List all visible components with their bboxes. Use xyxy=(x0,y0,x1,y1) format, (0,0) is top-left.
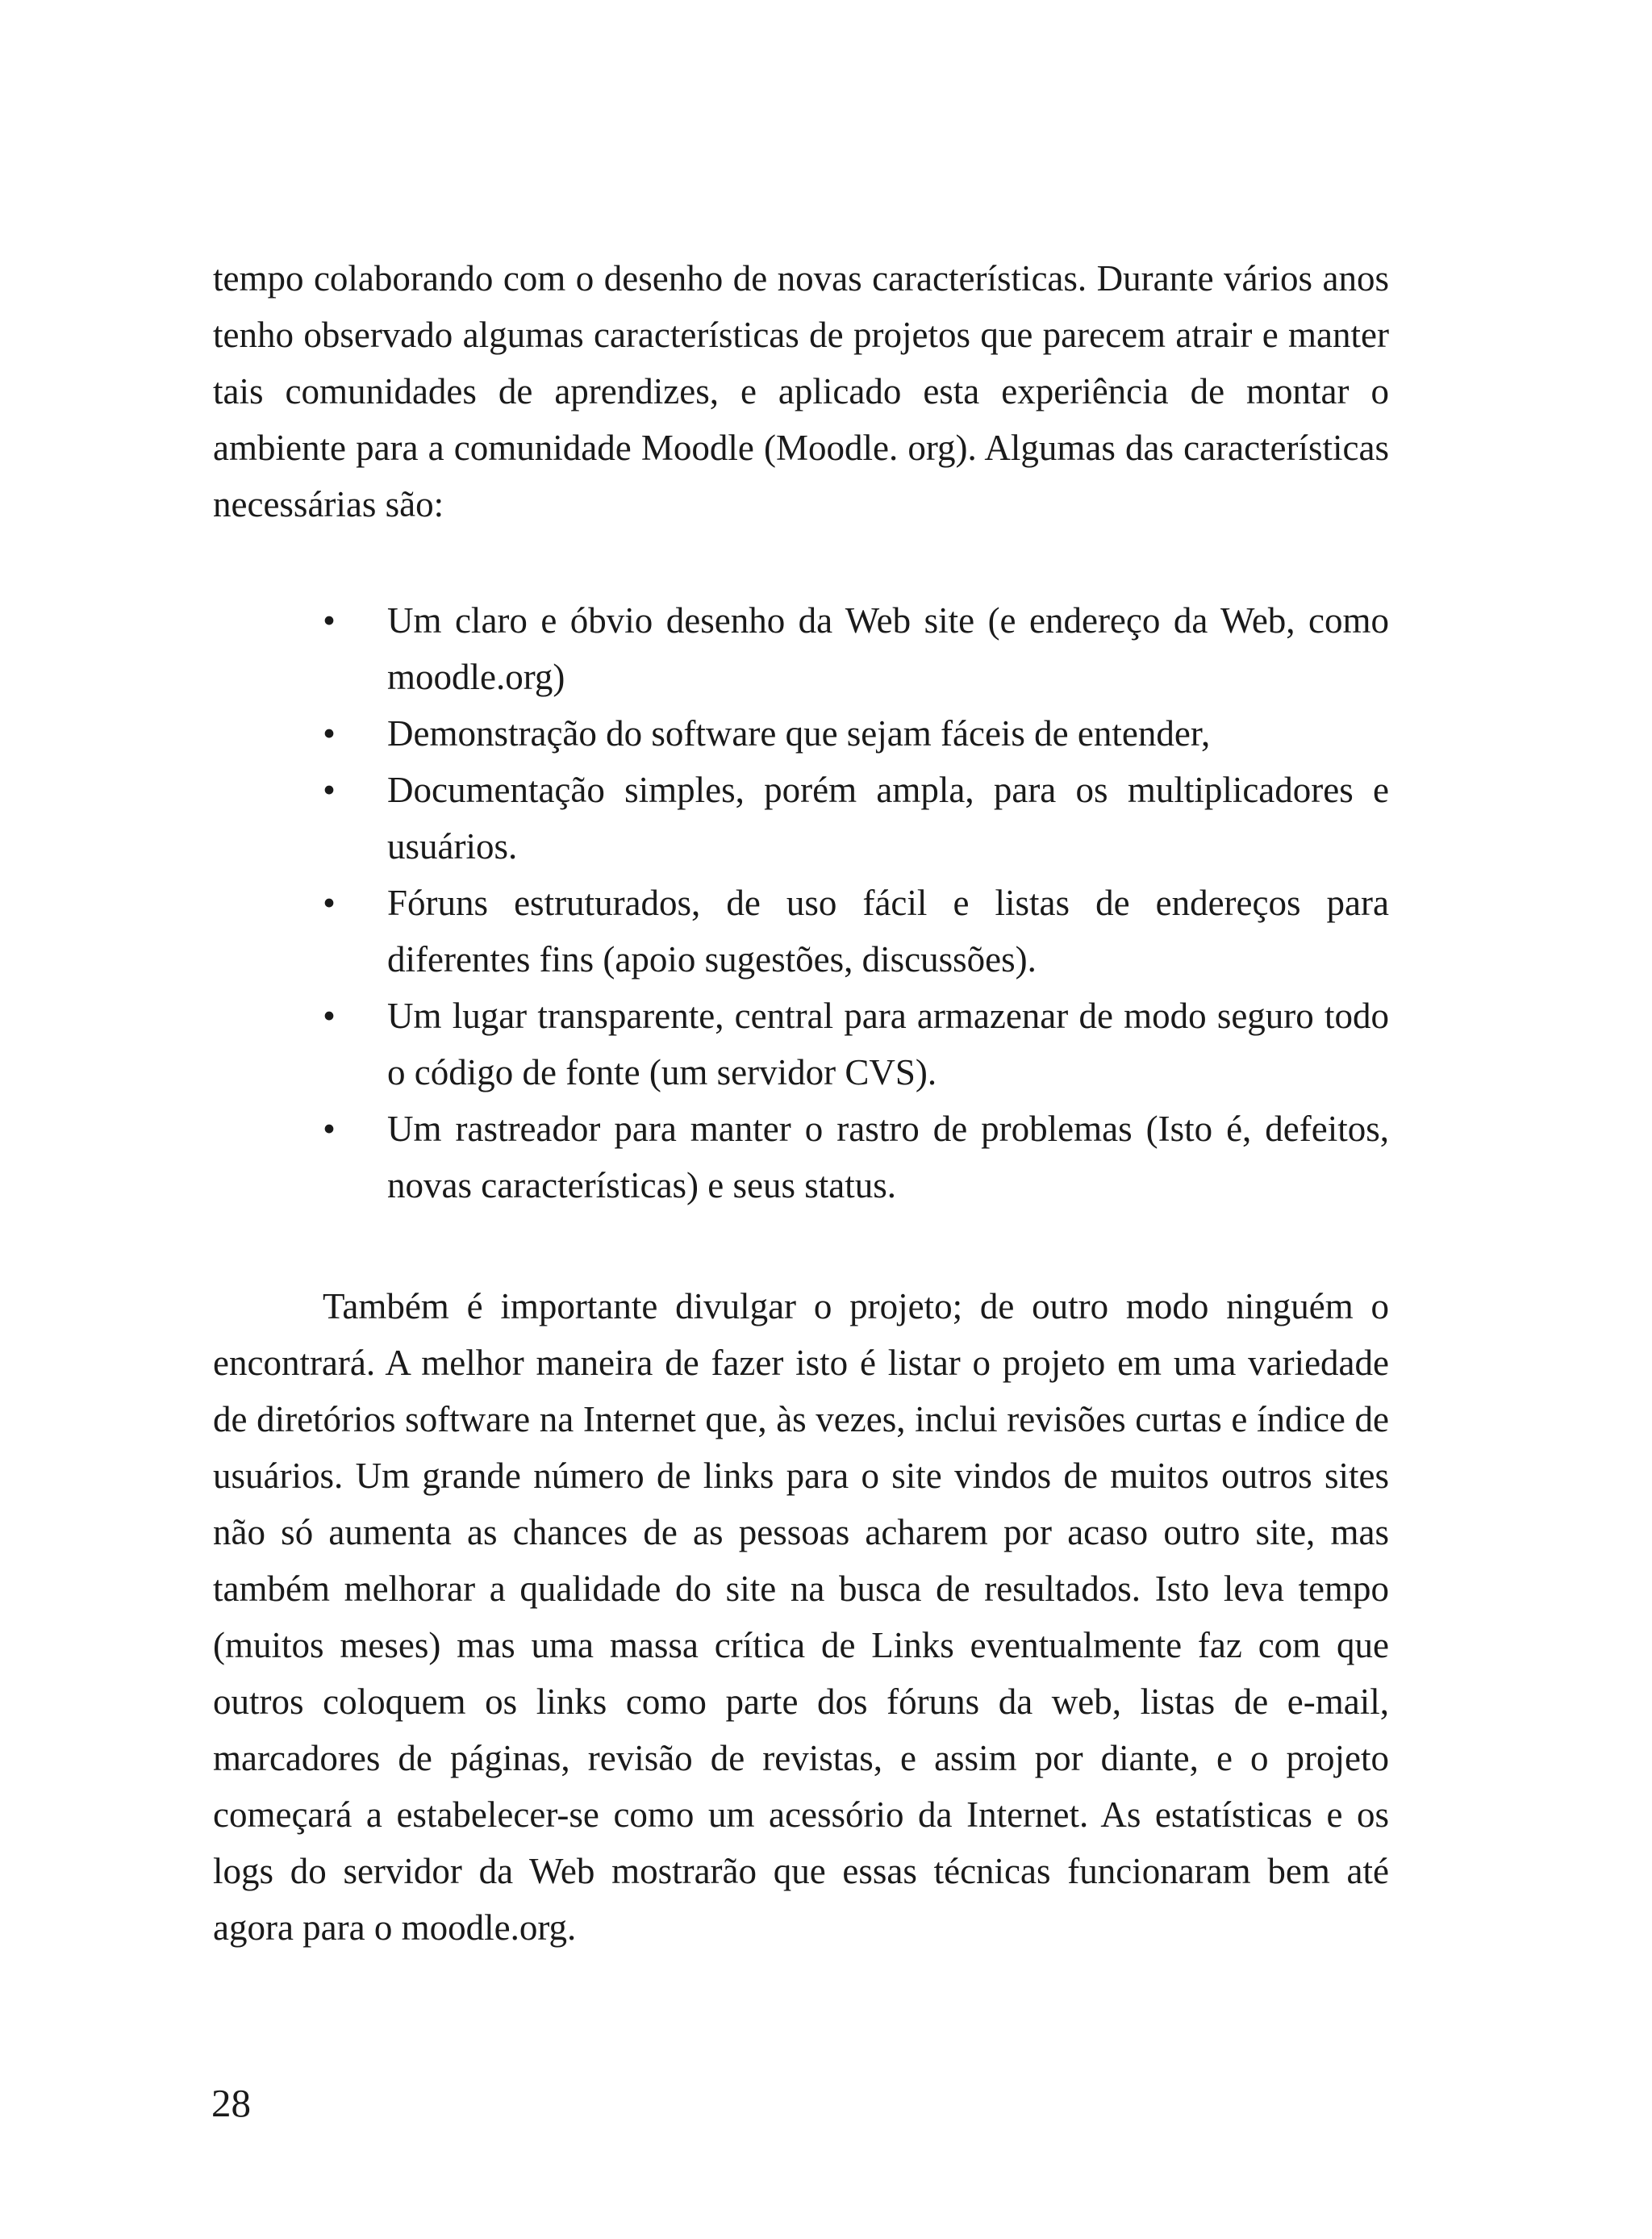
list-item xyxy=(323,705,1389,762)
page-number: 28 xyxy=(211,2081,251,2125)
intro-paragraph: tempo colaborando com o desenho de novas características. Durante vários anos tenho observado algumas características de projetos que parecem atrair e manter tais comunidades de aprendizes, e aplicado esta experiência de montar o ambiente para a comunidade Moodle (Moodle. org). Algumas das características necessárias são: xyxy=(213,258,1389,524)
list-item xyxy=(323,762,1389,875)
bullet-icon: • xyxy=(323,996,336,1036)
list-item-text: Documentação simples, porém ampla, para os multiplicadores e usuários. xyxy=(387,770,1389,867)
bullet-icon: • xyxy=(323,883,336,923)
features-list xyxy=(213,592,1389,1213)
list-item xyxy=(323,875,1389,988)
bullet-icon: • xyxy=(323,600,336,641)
bullet-icon: • xyxy=(323,770,336,810)
closing-paragraph: Também é importante divulgar o projeto; de outro modo ninguém o encontrará. A melhor maneira de fazer isto é listar o projeto em uma variedade de diretórios software na Internet que, às vezes, inclui revisões curtas e índice de usuários. Um grande número de links para o site vindos de muitos outros sites não só aumenta as chances de as pessoas acharem por acaso outro site, mas também melhorar a qualidade do site na busca de resultados. Isto leva tempo (muitos meses) mas uma massa crítica de Links eventualmente faz com que outros coloquem os links como parte dos fóruns da web, listas de e-mail, marcadores de páginas, revisão de revistas, e assim por diante, e o projeto começará a estabelecer-se como um acessório da Internet. As estatísticas e os logs do servidor da Web mostrarão que essas técnicas funcionaram bem até agora para o moodle.org. xyxy=(213,1286,1389,1948)
list-item-text: Um claro e óbvio desenho da Web site (e endereço da Web, como moodle.org) xyxy=(387,600,1389,697)
list-item-text: Demonstração do software que sejam fáceis de entender, xyxy=(387,713,1211,754)
list-item-text: Um rastreador para manter o rastro de problemas (Isto é, defeitos, novas características) e seus status. xyxy=(387,1109,1389,1205)
list-item-text: Fóruns estruturados, de uso fácil e listas de endereços para diferentes fins (apoio sugestões, discussões). xyxy=(387,883,1389,980)
bullet-icon: • xyxy=(323,1109,336,1149)
bullet-icon: • xyxy=(323,713,336,754)
list-item xyxy=(323,1101,1389,1213)
list-item xyxy=(323,988,1389,1101)
list-item xyxy=(323,592,1389,705)
list-item-text: Um lugar transparente, central para armazenar de modo seguro todo o código de fonte (um servidor CVS). xyxy=(387,996,1389,1092)
page-body xyxy=(213,250,1389,1956)
